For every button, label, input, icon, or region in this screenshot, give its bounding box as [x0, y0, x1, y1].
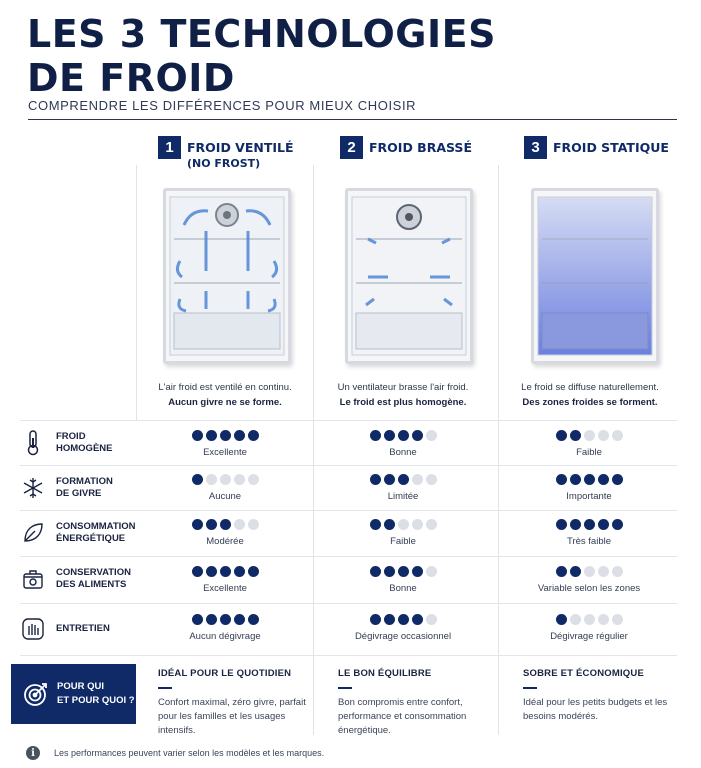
column-description-ventile: [135, 380, 315, 410]
page-title: [27, 12, 496, 100]
rating-dot-empty: [426, 519, 437, 530]
rating-label: Dégivrage occasionnel: [354, 631, 452, 642]
rating-dot-filled: [384, 614, 395, 625]
rating-cell: [313, 614, 493, 642]
rating-dot-filled: [398, 566, 409, 577]
rating-dot-filled: [398, 430, 409, 441]
rating-label: Variable selon les zones: [537, 583, 641, 594]
rating-dot-empty: [248, 474, 259, 485]
rating-dots: [499, 430, 679, 441]
rating-dot-empty: [248, 519, 259, 530]
rating-dot-filled: [412, 566, 423, 577]
criterion-froid-homogene: [20, 430, 112, 456]
rating-dots: [499, 566, 679, 577]
rating-dot-filled: [384, 474, 395, 485]
row-divider: [20, 655, 677, 656]
rating-label: Bonne: [389, 447, 417, 458]
rating-dots: [499, 474, 679, 485]
for-whom-text: Bon compromis entre confort, performance et consommation énergétique.: [338, 697, 467, 736]
rating-dot-filled: [248, 430, 259, 441]
rating-dot-filled: [248, 614, 259, 625]
for-whom-text: Confort maximal, zéro givre, parfait pour les familles et les usages intensifs.: [158, 697, 306, 736]
rating-label: Aucune: [208, 491, 242, 502]
rating-dot-filled: [206, 430, 217, 441]
rating-dot-empty: [598, 566, 609, 577]
rating-cell: [135, 474, 315, 502]
rating-dot-filled: [556, 474, 567, 485]
rating-label: Bonne: [389, 583, 417, 594]
rating-dot-filled: [570, 430, 581, 441]
rating-dots: [313, 614, 493, 625]
column-title: FROID BRASSÉ: [369, 140, 472, 155]
row-divider: [20, 510, 677, 511]
column-header-statique: [524, 136, 669, 159]
for-whom-item: [523, 668, 683, 724]
rating-dot-empty: [426, 430, 437, 441]
rating-dot-filled: [384, 430, 395, 441]
rating-dot-filled: [570, 474, 581, 485]
column-subtitle: (NO FROST): [187, 157, 261, 170]
rating-dot-empty: [612, 614, 623, 625]
rating-cell: [499, 566, 679, 594]
criterion-label: DE GIVRE: [56, 488, 102, 499]
description-emphasis: Le froid est plus homogène.: [339, 397, 467, 408]
rating-dot-filled: [584, 474, 595, 485]
column-header-brasse: [340, 136, 472, 159]
rating-dots: [499, 614, 679, 625]
rating-dot-empty: [412, 474, 423, 485]
criterion-consommation: [20, 520, 136, 546]
rating-dot-empty: [234, 519, 245, 530]
rating-label: Dégivrage régulier: [550, 631, 628, 642]
column-description-statique: [500, 380, 680, 410]
rating-cell: [499, 474, 679, 502]
rating-dot-filled: [192, 430, 203, 441]
rating-dot-empty: [570, 614, 581, 625]
fridge-ventile-illustration: [163, 188, 291, 364]
rating-cell: [313, 519, 493, 547]
rating-label: Faible: [576, 447, 602, 458]
description-line: Un ventilateur brasse l'air froid.: [337, 382, 469, 393]
column-number: 2: [340, 136, 363, 159]
rating-dot-empty: [426, 474, 437, 485]
info-icon: i: [26, 746, 40, 760]
rating-label: Excellente: [203, 583, 247, 594]
rating-dot-filled: [612, 519, 623, 530]
for-whom-title: LE BON ÉQUILIBRE: [338, 668, 432, 679]
description-line: Le froid se diffuse naturellement.: [521, 382, 659, 393]
rating-cell: [313, 566, 493, 594]
rating-dot-filled: [412, 430, 423, 441]
row-divider: [20, 603, 677, 604]
rating-dot-filled: [556, 430, 567, 441]
rating-dot-filled: [206, 614, 217, 625]
rating-dot-filled: [370, 474, 381, 485]
rating-dot-filled: [598, 519, 609, 530]
rating-dots: [135, 430, 315, 441]
rating-dot-filled: [234, 566, 245, 577]
rating-cell: [313, 474, 493, 502]
title-line-2: DE FROID: [27, 56, 235, 100]
rating-dot-empty: [220, 474, 231, 485]
for-whom-box: [11, 664, 136, 724]
page-subtitle: COMPRENDRE LES DIFFÉRENCES POUR MIEUX CHOISIR: [28, 98, 417, 113]
rating-dot-filled: [192, 474, 203, 485]
column-title: FROID STATIQUE: [553, 140, 669, 155]
rating-dot-empty: [598, 430, 609, 441]
description-line: L'air froid est ventilé en continu.: [158, 382, 292, 393]
rating-dot-filled: [192, 519, 203, 530]
footnote-text: Les performances peuvent varier selon les modèles et les marques.: [54, 748, 325, 758]
rating-dots: [135, 519, 315, 530]
rating-dot-filled: [556, 519, 567, 530]
rating-dot-filled: [234, 430, 245, 441]
accent-bar: [523, 687, 537, 689]
fridge-brasse-illustration: [345, 188, 473, 364]
rating-cell: [135, 614, 315, 642]
rating-dot-filled: [206, 519, 217, 530]
row-divider: [20, 556, 677, 557]
rating-dot-filled: [570, 519, 581, 530]
row-divider: [20, 420, 677, 421]
for-whom-text: Idéal pour les petits budgets et les besoins modérés.: [523, 697, 668, 722]
food-container-icon: [20, 566, 46, 592]
rating-dot-filled: [192, 566, 203, 577]
rating-dot-filled: [384, 566, 395, 577]
rating-label: Excellente: [203, 447, 247, 458]
rating-dots: [313, 566, 493, 577]
accent-bar: [338, 687, 352, 689]
criterion-label: ÉNERGÉTIQUE: [56, 533, 126, 544]
rating-dot-empty: [426, 566, 437, 577]
rating-dot-filled: [370, 566, 381, 577]
column-header-ventile: [158, 136, 294, 170]
rating-dot-filled: [570, 566, 581, 577]
criterion-label: CONSOMMATION: [56, 521, 136, 532]
rating-dot-empty: [598, 614, 609, 625]
rating-dot-empty: [612, 430, 623, 441]
rating-cell: [499, 614, 679, 642]
criterion-label: CONSERVATION: [56, 567, 131, 578]
rating-dot-filled: [370, 430, 381, 441]
rating-dot-filled: [192, 614, 203, 625]
rating-dot-filled: [398, 474, 409, 485]
rating-dot-empty: [584, 614, 595, 625]
rating-dots: [499, 519, 679, 530]
criterion-conservation: [20, 566, 131, 592]
criterion-formation-givre: [20, 475, 113, 501]
column-title: FROID VENTILÉ: [187, 140, 294, 155]
rating-dot-filled: [584, 519, 595, 530]
rating-cell: [135, 430, 315, 458]
cleaning-hand-icon: [20, 616, 46, 642]
rating-dot-filled: [398, 614, 409, 625]
criterion-label: FORMATION: [56, 476, 113, 487]
rating-dot-filled: [556, 566, 567, 577]
rating-dot-filled: [412, 614, 423, 625]
rating-dot-filled: [370, 614, 381, 625]
rating-dots: [313, 474, 493, 485]
rating-label: Modérée: [206, 536, 244, 547]
for-whom-title: IDÉAL POUR LE QUOTIDIEN: [158, 668, 292, 679]
description-emphasis: Aucun givre ne se forme.: [168, 397, 282, 408]
rating-dot-empty: [412, 519, 423, 530]
title-line-1: LES 3 TECHNOLOGIES: [27, 12, 496, 56]
rating-dots: [135, 474, 315, 485]
rating-dot-filled: [206, 566, 217, 577]
column-description-brasse: [313, 380, 493, 410]
for-whom-title: SOBRE ET ÉCONOMIQUE: [523, 668, 644, 679]
rating-label: Très faible: [567, 536, 611, 547]
rating-dots: [313, 430, 493, 441]
rating-dot-empty: [584, 566, 595, 577]
rating-cell: [135, 519, 315, 547]
rating-dot-filled: [598, 474, 609, 485]
rating-label: Limitée: [387, 491, 419, 502]
rating-cell: [135, 566, 315, 594]
rating-dots: [135, 614, 315, 625]
rating-dot-filled: [220, 566, 231, 577]
header-divider: [28, 119, 677, 120]
row-divider: [20, 465, 677, 466]
criterion-label: HOMOGÈNE: [56, 443, 113, 454]
rating-dot-empty: [584, 430, 595, 441]
fridge-statique-illustration: [531, 188, 659, 364]
rating-label: Aucun dégivrage: [189, 631, 261, 642]
rating-dots: [313, 519, 493, 530]
rating-dot-filled: [220, 519, 231, 530]
rating-label: Faible: [390, 536, 416, 547]
criterion-entretien: [20, 616, 110, 642]
rating-cell: [313, 430, 493, 458]
rating-dot-empty: [612, 566, 623, 577]
rating-dot-filled: [220, 614, 231, 625]
rating-dot-filled: [234, 614, 245, 625]
rating-dot-empty: [206, 474, 217, 485]
target-icon: [23, 681, 49, 707]
snowflake-icon: [20, 475, 46, 501]
rating-cell: [499, 430, 679, 458]
rating-dot-filled: [370, 519, 381, 530]
rating-cell: [499, 519, 679, 547]
description-emphasis: Des zones froides se forment.: [522, 397, 658, 408]
criterion-label: DES ALIMENTS: [56, 579, 127, 590]
rating-dot-filled: [384, 519, 395, 530]
rating-dots: [135, 566, 315, 577]
column-number: 3: [524, 136, 547, 159]
leaf-icon: [20, 520, 46, 546]
rating-label: Importante: [566, 491, 612, 502]
rating-dot-empty: [234, 474, 245, 485]
for-whom-item: [338, 668, 498, 738]
thermometer-icon: [20, 430, 46, 456]
rating-dot-filled: [556, 614, 567, 625]
for-whom-item: [158, 668, 318, 738]
criterion-label: ENTRETIEN: [56, 623, 110, 634]
rating-dot-empty: [398, 519, 409, 530]
rating-dot-filled: [612, 474, 623, 485]
accent-bar: [158, 687, 172, 689]
criterion-label: FROID: [56, 431, 86, 442]
footnote: [26, 746, 324, 760]
for-whom-label: POUR QUI ET POUR QUOI ?: [57, 681, 135, 706]
rating-dot-empty: [426, 614, 437, 625]
column-number: 1: [158, 136, 181, 159]
rating-dot-filled: [220, 430, 231, 441]
rating-dot-filled: [248, 566, 259, 577]
